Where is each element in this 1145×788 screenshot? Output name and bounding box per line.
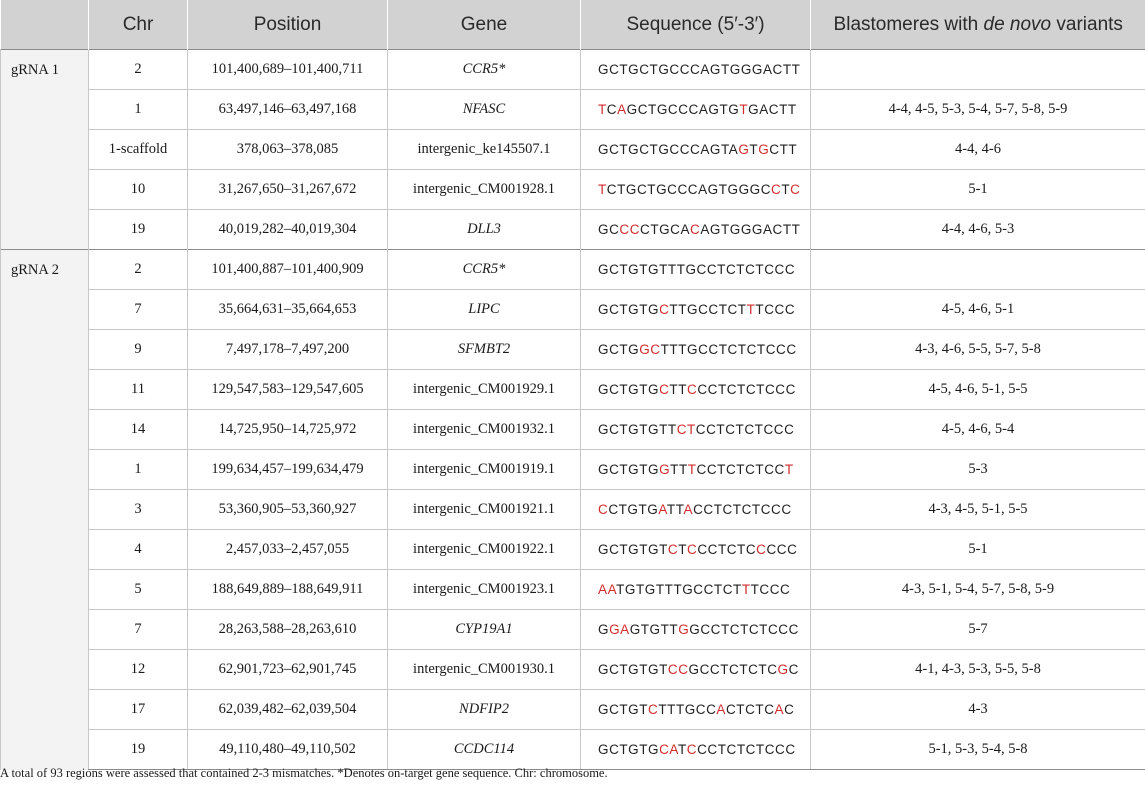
blastomeres-cell <box>811 250 1145 290</box>
position-cell: 62,901,723–62,901,745 <box>188 650 388 690</box>
blastomeres-cell: 5-1, 5-3, 5-4, 5-8 <box>811 730 1145 770</box>
chr-cell: 10 <box>89 170 188 210</box>
blastomeres-cell: 4-4, 4-6 <box>811 130 1145 170</box>
position-cell: 101,400,689–101,400,711 <box>188 50 388 90</box>
mismatch-base: C <box>687 382 698 397</box>
table-row <box>1 610 1145 650</box>
blastomeres-cell: 5-3 <box>811 450 1145 490</box>
chr-cell: 19 <box>89 210 188 250</box>
mismatch-base: T <box>687 422 696 437</box>
gene-cell: CCDC114 <box>388 730 581 770</box>
sequence-cell: GCTGTGTCCGCCTCTCTCGC <box>581 650 811 690</box>
mismatch-base: T <box>746 302 756 317</box>
blastomeres-cell: 4-3, 5-1, 5-4, 5-7, 5-8, 5-9 <box>811 570 1145 610</box>
sequence-header: Sequence (5′-3′) <box>581 0 811 50</box>
mismatch-base: T <box>598 182 607 197</box>
position-cell: 53,360,905–53,360,927 <box>188 490 388 530</box>
blastomeres-cell: 4-5, 4-6, 5-1, 5-5 <box>811 370 1145 410</box>
mismatch-base: T <box>687 462 697 477</box>
sequence-cell: GCTGTGCATCCCTCTCTCCC <box>581 730 811 770</box>
blastomeres-header <box>811 0 1145 50</box>
position-cell: 378,063–378,085 <box>188 130 388 170</box>
gene-cell: CCR5* <box>388 250 581 290</box>
sequence-cell: CCTGTGATTACCTCTCTCCC <box>581 490 811 530</box>
chr-cell: 17 <box>89 690 188 730</box>
table-row <box>1 290 1145 330</box>
blastomeres-cell: 4-3, 4-5, 5-1, 5-5 <box>811 490 1145 530</box>
position-cell: 49,110,480–49,110,502 <box>188 730 388 770</box>
gene-cell: SFMBT2 <box>388 330 581 370</box>
blastomeres-cell: 4-5, 4-6, 5-4 <box>811 410 1145 450</box>
sequence-cell: GCTGTGCTTCCCTCTCTCCC <box>581 370 811 410</box>
chr-cell: 3 <box>89 490 188 530</box>
table-row <box>1 370 1145 410</box>
sequence-cell: GCTGTCTTTGCCACTCTCAC <box>581 690 811 730</box>
mismatch-base: T <box>741 582 751 597</box>
chr-cell: 11 <box>89 370 188 410</box>
chr-header: Chr <box>89 0 188 50</box>
blastomeres-header-suffix: variants <box>1051 13 1123 35</box>
mismatch-base: C <box>690 222 701 237</box>
table-row <box>1 410 1145 450</box>
chr-cell: 14 <box>89 410 188 450</box>
gene-cell: NFASC <box>388 90 581 130</box>
mismatch-base: A <box>658 502 667 517</box>
mismatch-base: A <box>716 702 726 717</box>
gene-cell: CYP19A1 <box>388 610 581 650</box>
chr-cell: 7 <box>89 290 188 330</box>
mismatch-base: C <box>648 702 659 717</box>
grna-group-label: gRNA 1 <box>1 50 89 250</box>
chr-cell: 2 <box>89 50 188 90</box>
sequence-cell: GCTGTGTTCTCCTCTCTCCC <box>581 410 811 450</box>
mismatch-base: A <box>669 742 678 757</box>
gene-cell: intergenic_CM001928.1 <box>388 170 581 210</box>
table-row <box>1 250 1145 290</box>
chr-cell: 19 <box>89 730 188 770</box>
table-row <box>1 570 1145 610</box>
blastomeres-cell: 4-3 <box>811 690 1145 730</box>
position-cell: 14,725,950–14,725,972 <box>188 410 388 450</box>
table-row <box>1 330 1145 370</box>
table-row <box>1 450 1145 490</box>
sequence-cell: GCTGTGTTTGCCTCTCTCCC <box>581 250 811 290</box>
grna-group-label: gRNA 2 <box>1 250 89 770</box>
position-cell: 7,497,178–7,497,200 <box>188 330 388 370</box>
position-cell: 199,634,457–199,634,479 <box>188 450 388 490</box>
chr-cell: 4 <box>89 530 188 570</box>
blastomeres-cell: 4-4, 4-5, 5-3, 5-4, 5-7, 5-8, 5-9 <box>811 90 1145 130</box>
sequence-cell: GCTGCTGCCCAGTAGTGCTT <box>581 130 811 170</box>
table-footnote: A total of 93 regions were assessed that contained 2-3 mismatches. *Denotes on-target gene sequence. Chr: chromosome. <box>0 766 608 780</box>
table-row <box>1 50 1145 90</box>
blastomeres-cell: 5-1 <box>811 530 1145 570</box>
table-row <box>1 90 1145 130</box>
blastomeres-cell: 4-4, 4-6, 5-3 <box>811 210 1145 250</box>
sequence-cell: TCTGCTGCCCAGTGGGCCTC <box>581 170 811 210</box>
mismatch-base: C <box>619 222 630 237</box>
mismatch-base: G <box>659 462 671 477</box>
gene-cell: intergenic_ke145507.1 <box>388 130 581 170</box>
table-row <box>1 490 1145 530</box>
gene-cell: CCR5* <box>388 50 581 90</box>
mismatch-base: T <box>598 102 607 117</box>
table-row <box>1 210 1145 250</box>
blastomeres-header-italic: de novo <box>983 13 1052 35</box>
table-row <box>1 690 1145 730</box>
sequence-cell: GCTGCTGCCCAGTGGGACTT <box>581 50 811 90</box>
sequence-cell: GGAGTGTTGGCCTCTCTCCC <box>581 610 811 650</box>
chr-cell: 5 <box>89 570 188 610</box>
position-cell: 31,267,650–31,267,672 <box>188 170 388 210</box>
position-header: Position <box>188 0 388 50</box>
mismatch-base: C <box>667 662 679 677</box>
mismatch-base: C <box>659 742 670 757</box>
gene-cell: intergenic_CM001932.1 <box>388 410 581 450</box>
table-row <box>1 130 1145 170</box>
mismatch-base: A <box>598 582 608 597</box>
mismatch-base: C <box>687 542 698 557</box>
table-row <box>1 730 1145 770</box>
mismatch-base: G <box>639 342 651 357</box>
gene-cell: NDFIP2 <box>388 690 581 730</box>
position-cell: 188,649,889–188,649,911 <box>188 570 388 610</box>
chr-cell: 12 <box>89 650 188 690</box>
gene-header: Gene <box>388 0 581 50</box>
gene-cell: LIPC <box>388 290 581 330</box>
gene-cell: DLL3 <box>388 210 581 250</box>
sequence-cell: GCTGTGCTTGCCTCTTTCCC <box>581 290 811 330</box>
position-cell: 101,400,887–101,400,909 <box>188 250 388 290</box>
mismatch-base: C <box>676 422 687 437</box>
position-cell: 2,457,033–2,457,055 <box>188 530 388 570</box>
position-cell: 129,547,583–129,547,605 <box>188 370 388 410</box>
mismatch-base: G <box>678 622 690 637</box>
group-header <box>1 0 89 50</box>
mismatch-base: C <box>659 382 670 397</box>
sequence-cell: GCTGGCTTTGCCTCTCTCCC <box>581 330 811 370</box>
mismatch-base: C <box>629 222 640 237</box>
mismatch-base: C <box>667 542 679 557</box>
table-row <box>1 530 1145 570</box>
mismatch-base: C <box>686 742 698 757</box>
chr-cell: 7 <box>89 610 188 650</box>
blastomeres-cell: 4-1, 4-3, 5-3, 5-5, 5-8 <box>811 650 1145 690</box>
chr-cell: 9 <box>89 330 188 370</box>
position-cell: 35,664,631–35,664,653 <box>188 290 388 330</box>
position-cell: 63,497,146–63,497,168 <box>188 90 388 130</box>
sequence-cell: GCCCCTGCACAGTGGGACTT <box>581 210 811 250</box>
blastomeres-cell: 4-5, 4-6, 5-1 <box>811 290 1145 330</box>
mismatch-base: A <box>607 582 617 597</box>
mismatch-base: T <box>739 102 749 117</box>
header-row <box>1 0 1145 50</box>
blastomeres-cell: 4-3, 4-6, 5-5, 5-7, 5-8 <box>811 330 1145 370</box>
mismatch-base: G <box>777 662 789 677</box>
chr-cell: 1-scaffold <box>89 130 188 170</box>
position-cell: 28,263,588–28,263,610 <box>188 610 388 650</box>
table-row <box>1 170 1145 210</box>
mismatch-base: C <box>678 662 689 677</box>
blastomeres-header-prefix: Blastomeres with <box>833 13 984 35</box>
chr-cell: 1 <box>89 450 188 490</box>
mismatch-base: C <box>790 182 801 197</box>
gene-cell: intergenic_CM001930.1 <box>388 650 581 690</box>
mismatch-base: C <box>771 182 782 197</box>
mismatch-base: C <box>756 542 767 557</box>
gene-cell: intergenic_CM001923.1 <box>388 570 581 610</box>
position-cell: 62,039,482–62,039,504 <box>188 690 388 730</box>
gene-cell: intergenic_CM001919.1 <box>388 450 581 490</box>
sequence-cell: GCTGTGTCTCCCTCTCCCCC <box>581 530 811 570</box>
chr-cell: 2 <box>89 250 188 290</box>
mismatch-base: C <box>650 342 661 357</box>
sequence-cell: TCAGCTGCCCAGTGTGACTT <box>581 90 811 130</box>
mismatch-base: A <box>683 502 694 517</box>
mismatch-base: G <box>609 622 621 637</box>
mismatch-base: G <box>758 142 770 157</box>
gene-cell: intergenic_CM001922.1 <box>388 530 581 570</box>
sequence-cell: GCTGTGGTTTCCTCTCTCCT <box>581 450 811 490</box>
position-cell: 40,019,282–40,019,304 <box>188 210 388 250</box>
mismatch-base: T <box>784 462 794 477</box>
blastomeres-cell <box>811 50 1145 90</box>
gene-cell: intergenic_CM001929.1 <box>388 370 581 410</box>
mismatch-base: C <box>659 302 670 317</box>
mismatch-base: A <box>774 702 785 717</box>
blastomeres-cell: 5-7 <box>811 610 1145 650</box>
mismatch-base: G <box>738 142 750 157</box>
chr-cell: 1 <box>89 90 188 130</box>
mismatch-base: A <box>620 622 630 637</box>
mismatch-base: C <box>598 502 609 517</box>
sequence-cell: AATGTGTTTGCCTCTTTCCC <box>581 570 811 610</box>
table-row <box>1 650 1145 690</box>
mismatch-base: A <box>617 102 627 117</box>
blastomeres-cell: 5-1 <box>811 170 1145 210</box>
gene-cell: intergenic_CM001921.1 <box>388 490 581 530</box>
